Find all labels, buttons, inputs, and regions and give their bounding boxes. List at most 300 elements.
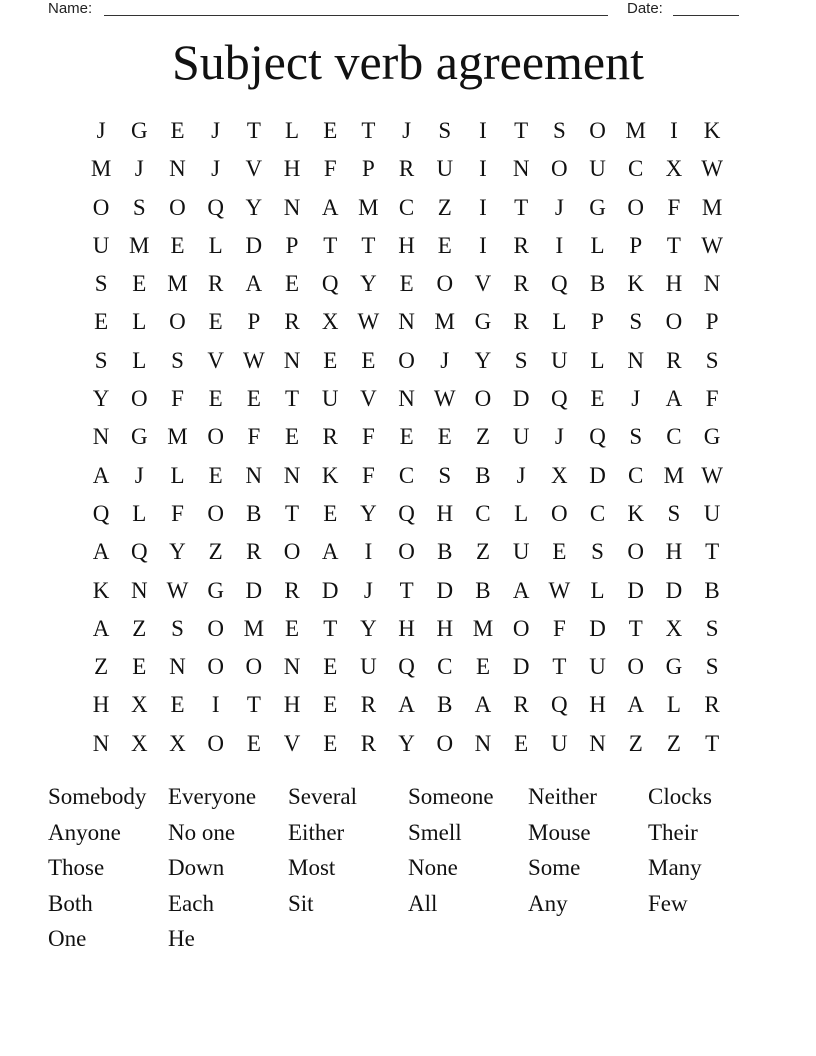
grid-letter[interactable]: G <box>130 424 148 450</box>
grid-letter[interactable]: E <box>399 424 414 450</box>
grid-letter[interactable]: X <box>551 462 568 488</box>
grid-letter[interactable]: L <box>285 118 300 143</box>
grid-letter[interactable]: U <box>589 654 606 680</box>
grid-letter[interactable]: E <box>361 347 376 373</box>
grid-letter[interactable]: N <box>283 654 301 680</box>
grid-letter[interactable]: E <box>94 309 109 335</box>
grid-letter[interactable]: A <box>245 271 263 297</box>
grid-letter[interactable]: D <box>589 615 606 641</box>
grid-letter[interactable]: Q <box>130 539 148 565</box>
grid-letter[interactable]: S <box>552 118 566 143</box>
grid-letter[interactable]: F <box>667 194 681 220</box>
grid-letter[interactable]: L <box>132 309 147 335</box>
grid-letter[interactable]: R <box>246 539 262 565</box>
grid-letter[interactable]: Y <box>474 347 492 373</box>
grid-letter[interactable]: N <box>130 577 148 603</box>
grid-letter[interactable]: U <box>551 730 568 756</box>
grid-letter[interactable]: E <box>590 386 605 412</box>
grid-letter[interactable]: X <box>130 692 148 718</box>
grid-letter[interactable]: W <box>701 156 723 182</box>
grid-letter[interactable]: M <box>167 424 188 450</box>
grid-letter[interactable]: H <box>436 615 454 641</box>
grid-letter[interactable]: H <box>665 539 683 565</box>
grid-letter[interactable]: W <box>166 577 189 603</box>
grid-letter[interactable]: H <box>398 615 415 641</box>
grid-letter[interactable]: O <box>207 424 224 450</box>
grid-letter[interactable]: K <box>321 462 339 488</box>
grid-letter[interactable]: G <box>703 424 721 450</box>
grid-letter[interactable]: H <box>283 692 301 718</box>
grid-letter[interactable]: T <box>285 500 300 526</box>
grid-letter[interactable]: Q <box>207 194 224 220</box>
grid-letter[interactable]: T <box>246 118 261 143</box>
grid-letter[interactable]: T <box>628 615 643 641</box>
grid-letter[interactable]: Q <box>398 654 415 680</box>
grid-row <box>82 150 732 188</box>
grid-letter[interactable]: C <box>437 654 453 680</box>
grid-letter[interactable]: Y <box>360 271 377 297</box>
word-bank-item: Any <box>528 890 568 916</box>
grid-letter[interactable]: F <box>362 424 375 450</box>
grid-letter[interactable]: A <box>512 577 530 603</box>
grid-letter[interactable]: D <box>436 577 454 603</box>
grid-letter[interactable]: O <box>92 194 110 220</box>
grid-letter[interactable]: T <box>705 730 720 756</box>
grid-letter[interactable]: M <box>472 615 494 641</box>
grid-letter[interactable]: Q <box>551 692 568 718</box>
grid-letter[interactable]: J <box>402 118 412 143</box>
grid-letter[interactable]: R <box>284 309 300 335</box>
grid-letter[interactable]: N <box>398 309 415 335</box>
grid-letter[interactable]: E <box>208 309 223 335</box>
grid-letter[interactable]: U <box>589 156 606 182</box>
grid-letter[interactable]: Y <box>360 615 377 641</box>
grid-letter[interactable]: J <box>516 462 526 488</box>
grid-letter[interactable]: D <box>245 577 263 603</box>
grid-letter[interactable]: S <box>171 615 184 641</box>
grid-letter[interactable]: I <box>555 232 564 258</box>
word-bank-item: Either <box>288 819 345 845</box>
grid-letter[interactable]: U <box>436 156 454 182</box>
grid-letter[interactable]: Z <box>208 539 223 565</box>
grid-letter[interactable]: P <box>629 232 643 258</box>
grid-letter[interactable]: N <box>589 730 606 756</box>
grid-letter[interactable]: A <box>92 539 110 565</box>
grid-letter[interactable]: M <box>701 194 723 220</box>
grid-letter[interactable]: H <box>92 692 110 718</box>
grid-letter[interactable]: G <box>589 194 606 220</box>
grid-letter[interactable]: R <box>284 577 300 603</box>
grid-letter[interactable]: N <box>169 156 186 182</box>
grid-letter[interactable]: D <box>627 577 645 603</box>
grid-letter[interactable]: T <box>285 386 300 412</box>
grid-letter[interactable]: P <box>362 156 375 182</box>
grid-letter[interactable]: O <box>551 156 568 182</box>
grid-letter[interactable]: X <box>321 309 339 335</box>
grid-letter[interactable]: N <box>92 424 110 450</box>
grid-letter[interactable]: J <box>96 118 106 143</box>
grid-letter[interactable]: O <box>627 654 645 680</box>
name-input-line[interactable] <box>104 15 608 16</box>
grid-letter[interactable]: B <box>589 271 606 297</box>
grid-letter[interactable]: J <box>554 424 564 450</box>
grid-letter[interactable]: I <box>479 232 487 258</box>
grid-letter[interactable]: Q <box>589 424 606 450</box>
grid-letter[interactable]: R <box>322 424 338 450</box>
grid-letter[interactable]: E <box>285 424 300 450</box>
grid-letter[interactable]: R <box>513 309 529 335</box>
grid-letter[interactable]: T <box>323 232 338 258</box>
grid-letter[interactable]: A <box>321 194 339 220</box>
grid-letter[interactable]: W <box>701 232 723 258</box>
grid-letter[interactable]: H <box>436 500 454 526</box>
grid-letter[interactable]: F <box>171 386 184 412</box>
grid-letter[interactable]: E <box>170 118 185 143</box>
grid-letter[interactable]: O <box>512 615 530 641</box>
grid-letter[interactable]: S <box>438 462 452 488</box>
grid-letter[interactable]: P <box>247 309 261 335</box>
grid-letter[interactable]: T <box>514 118 529 143</box>
grid-letter[interactable]: Y <box>169 539 186 565</box>
grid-letter[interactable]: X <box>665 156 683 182</box>
grid-letter[interactable]: G <box>130 118 148 143</box>
grid-letter[interactable]: E <box>132 654 147 680</box>
grid-letter[interactable]: G <box>665 654 683 680</box>
grid-letter[interactable]: K <box>703 118 721 143</box>
grid-letter[interactable]: O <box>589 118 606 143</box>
grid-letter[interactable]: C <box>628 156 644 182</box>
grid-letter[interactable]: Y <box>245 194 263 220</box>
grid-letter[interactable]: H <box>283 156 301 182</box>
grid-letter[interactable]: W <box>242 347 265 373</box>
grid-letter[interactable]: K <box>92 577 110 603</box>
grid-letter[interactable]: E <box>323 730 338 756</box>
grid-letter[interactable]: N <box>703 271 721 297</box>
grid-letter[interactable]: F <box>247 424 261 450</box>
grid-letter[interactable]: C <box>589 500 606 526</box>
grid-letter[interactable]: Q <box>551 386 568 412</box>
grid-letter[interactable]: T <box>323 615 338 641</box>
grid-letter[interactable]: O <box>627 194 645 220</box>
word-bank-item: All <box>408 890 438 916</box>
grid-letter[interactable]: T <box>399 577 414 603</box>
grid-letter[interactable]: A <box>398 692 415 718</box>
grid-letter[interactable]: E <box>552 539 567 565</box>
grid-letter[interactable]: N <box>92 730 110 756</box>
grid-letter[interactable]: T <box>246 692 261 718</box>
grid-letter[interactable]: B <box>437 539 453 565</box>
grid-letter[interactable]: B <box>704 577 720 603</box>
grid-letter[interactable]: E <box>437 424 452 450</box>
grid-letter[interactable]: V <box>207 347 224 373</box>
grid-letter[interactable]: E <box>246 386 261 412</box>
grid-letter[interactable]: L <box>132 347 147 373</box>
grid-letter[interactable]: Z <box>94 654 109 680</box>
grid-letter[interactable]: R <box>360 692 377 718</box>
grid-letter[interactable]: V <box>360 386 377 412</box>
grid-letter[interactable]: J <box>211 156 221 182</box>
grid-row <box>82 303 732 341</box>
grid-letter[interactable]: E <box>170 232 185 258</box>
grid-letter[interactable]: Q <box>321 271 339 297</box>
grid-letter[interactable]: Z <box>132 615 147 641</box>
grid-letter[interactable]: Z <box>437 194 452 220</box>
grid-letter[interactable]: L <box>590 577 605 603</box>
grid-letter[interactable]: T <box>514 194 529 220</box>
grid-letter[interactable]: R <box>513 232 529 258</box>
grid-letter[interactable]: J <box>134 462 144 488</box>
grid-letter[interactable]: D <box>512 386 530 412</box>
grid-letter[interactable]: S <box>591 539 604 565</box>
grid-letter[interactable]: O <box>207 615 224 641</box>
grid-letter[interactable]: I <box>479 156 487 182</box>
grid-letter[interactable]: A <box>92 615 110 641</box>
grid-letter[interactable]: N <box>474 730 492 756</box>
grid-letter[interactable]: S <box>94 271 108 297</box>
grid-letter[interactable]: J <box>363 577 373 603</box>
grid-letter[interactable]: E <box>170 692 185 718</box>
grid-letter[interactable]: I <box>211 692 220 718</box>
grid-letter[interactable]: F <box>362 462 375 488</box>
grid-letter[interactable]: X <box>130 730 148 756</box>
grid-letter[interactable]: C <box>666 424 682 450</box>
grid-letter[interactable]: U <box>360 654 377 680</box>
grid-letter[interactable]: A <box>92 462 110 488</box>
grid-letter[interactable]: R <box>513 271 529 297</box>
grid-letter[interactable]: J <box>631 386 641 412</box>
grid-letter[interactable]: I <box>670 118 678 143</box>
word-bank-item: Mouse <box>528 819 591 845</box>
grid-letter[interactable]: Y <box>360 500 377 526</box>
grid-letter[interactable]: E <box>132 271 147 297</box>
grid-letter[interactable]: P <box>705 309 719 335</box>
grid-letter[interactable]: E <box>437 232 452 258</box>
grid-letter[interactable]: O <box>283 539 301 565</box>
grid-letter[interactable]: Y <box>92 386 110 412</box>
grid-letter[interactable]: I <box>479 194 487 220</box>
grid-letter[interactable]: U <box>92 232 110 258</box>
grid-letter[interactable]: L <box>590 347 605 373</box>
grid-letter[interactable]: E <box>323 118 338 143</box>
grid-letter[interactable]: J <box>134 156 144 182</box>
grid-letter[interactable]: M <box>434 309 455 335</box>
grid-letter[interactable]: H <box>398 232 415 258</box>
grid-letter[interactable]: T <box>666 232 681 258</box>
grid-letter[interactable]: E <box>285 271 300 297</box>
grid-letter[interactable]: E <box>323 500 338 526</box>
grid-letter[interactable]: X <box>169 730 186 756</box>
grid-letter[interactable]: O <box>207 730 224 756</box>
grid-letter[interactable]: A <box>321 539 339 565</box>
grid-letter[interactable]: X <box>665 615 683 641</box>
grid-letter[interactable]: W <box>548 577 571 603</box>
grid-letter[interactable]: S <box>171 347 184 373</box>
grid-letter[interactable]: L <box>552 309 567 335</box>
grid-letter[interactable]: Q <box>92 500 110 526</box>
grid-letter[interactable]: M <box>167 271 188 297</box>
grid-letter[interactable]: O <box>436 730 454 756</box>
grid-letter[interactable]: I <box>364 539 373 565</box>
grid-letter[interactable]: R <box>513 692 529 718</box>
grid-letter[interactable]: O <box>130 386 148 412</box>
grid-letter[interactable]: L <box>170 462 185 488</box>
grid-letter[interactable]: S <box>629 309 643 335</box>
grid-letter[interactable]: Z <box>475 539 490 565</box>
grid-letter[interactable]: T <box>361 232 376 258</box>
grid-letter[interactable]: S <box>438 118 452 143</box>
grid-letter[interactable]: T <box>552 654 567 680</box>
grid-letter[interactable]: R <box>360 730 377 756</box>
grid-letter[interactable]: T <box>361 118 376 143</box>
grid-letter[interactable]: D <box>589 462 606 488</box>
grid-letter[interactable]: N <box>398 386 415 412</box>
grid-letter[interactable]: S <box>514 347 528 373</box>
grid-row <box>82 418 732 456</box>
grid-letter[interactable]: D <box>245 232 263 258</box>
grid-letter[interactable]: E <box>514 730 529 756</box>
grid-letter[interactable]: Q <box>551 271 568 297</box>
grid-letter[interactable]: C <box>398 462 415 488</box>
grid-letter[interactable]: F <box>552 615 566 641</box>
grid-letter[interactable]: V <box>474 271 492 297</box>
grid-letter[interactable]: S <box>705 347 719 373</box>
grid-letter[interactable]: C <box>398 194 415 220</box>
grid-letter[interactable]: U <box>512 539 530 565</box>
grid-letter[interactable]: O <box>169 194 186 220</box>
grid-letter[interactable]: H <box>665 271 683 297</box>
grid-letter[interactable]: L <box>132 500 147 526</box>
grid-letter[interactable]: B <box>475 577 491 603</box>
grid-letter[interactable]: J <box>554 194 564 220</box>
grid-letter[interactable]: N <box>627 347 645 373</box>
grid-letter[interactable]: F <box>323 156 337 182</box>
grid-letter[interactable]: R <box>207 271 224 297</box>
grid-letter[interactable]: O <box>627 539 645 565</box>
grid-letter[interactable]: E <box>475 654 490 680</box>
grid-letter[interactable]: Z <box>628 730 643 756</box>
grid-letter[interactable]: O <box>169 309 186 335</box>
grid-letter[interactable]: K <box>627 500 645 526</box>
grid-letter[interactable]: E <box>323 692 338 718</box>
grid-letter[interactable]: O <box>436 271 454 297</box>
grid-letter[interactable]: D <box>512 654 530 680</box>
grid-letter[interactable]: S <box>705 654 719 680</box>
grid-letter[interactable]: T <box>705 539 720 565</box>
grid-letter[interactable]: M <box>663 462 685 488</box>
grid-letter[interactable]: B <box>437 692 453 718</box>
grid-letter[interactable]: V <box>283 730 301 756</box>
grid-letter[interactable]: L <box>590 232 605 258</box>
grid-letter[interactable]: E <box>399 271 414 297</box>
grid-letter[interactable]: E <box>285 615 300 641</box>
grid-letter[interactable]: B <box>246 500 262 526</box>
grid-letter[interactable]: P <box>285 232 299 258</box>
grid-letter[interactable]: S <box>705 615 719 641</box>
grid-letter[interactable]: M <box>358 194 379 220</box>
grid-letter[interactable]: P <box>591 309 604 335</box>
grid-letter[interactable]: L <box>666 692 681 718</box>
grid-letter[interactable]: E <box>323 347 338 373</box>
grid-letter[interactable]: O <box>551 500 568 526</box>
grid-letter[interactable]: F <box>705 386 719 412</box>
word-bank-item: Everyone <box>168 784 257 809</box>
grid-letter[interactable]: N <box>283 462 301 488</box>
grid-letter[interactable]: N <box>245 462 263 488</box>
grid-letter[interactable]: S <box>667 500 681 526</box>
grid-letter[interactable]: E <box>323 654 338 680</box>
grid-letter[interactable]: K <box>627 271 645 297</box>
grid-letter[interactable]: N <box>169 654 186 680</box>
grid-letter[interactable]: R <box>666 347 682 373</box>
grid-letter[interactable]: E <box>208 462 223 488</box>
grid-letter[interactable]: W <box>701 462 723 488</box>
grid-letter[interactable]: U <box>703 500 721 526</box>
grid-letter[interactable]: H <box>589 692 606 718</box>
grid-letter[interactable]: M <box>90 156 112 182</box>
grid-letter[interactable]: O <box>398 539 415 565</box>
grid-letter[interactable]: W <box>357 309 380 335</box>
grid-letter[interactable]: A <box>474 692 492 718</box>
grid-letter[interactable]: E <box>208 386 223 412</box>
grid-letter[interactable]: O <box>245 654 263 680</box>
grid-letter[interactable]: J <box>440 347 450 373</box>
grid-letter[interactable]: U <box>512 424 530 450</box>
grid-letter[interactable]: D <box>665 577 683 603</box>
grid-letter[interactable]: Y <box>398 730 415 756</box>
grid-letter[interactable]: S <box>94 347 108 373</box>
grid-letter[interactable]: Z <box>475 424 490 450</box>
grid-letter[interactable]: C <box>475 500 491 526</box>
grid-letter[interactable]: M <box>243 615 265 641</box>
grid-letter[interactable]: S <box>132 194 146 220</box>
date-input-line[interactable] <box>673 15 739 16</box>
grid-letter[interactable]: G <box>474 309 492 335</box>
grid-letter[interactable]: R <box>398 156 415 182</box>
grid-letter[interactable]: Q <box>398 500 415 526</box>
grid-letter[interactable]: U <box>551 347 568 373</box>
grid-letter[interactable]: S <box>629 424 643 450</box>
grid-letter[interactable]: V <box>245 156 263 182</box>
grid-letter[interactable]: B <box>475 462 491 488</box>
grid-letter[interactable]: M <box>625 118 646 143</box>
grid-letter[interactable]: W <box>433 386 456 412</box>
grid-letter[interactable]: D <box>321 577 339 603</box>
grid-letter[interactable]: L <box>514 500 529 526</box>
grid-letter[interactable]: F <box>171 500 184 526</box>
grid-letter[interactable]: E <box>246 730 261 756</box>
grid-letter[interactable]: A <box>665 386 683 412</box>
grid-letter[interactable]: N <box>283 194 301 220</box>
grid-letter[interactable]: M <box>129 232 150 258</box>
grid-letter[interactable]: O <box>207 500 224 526</box>
grid-letter[interactable]: Z <box>666 730 681 756</box>
grid-letter[interactable]: G <box>207 577 224 603</box>
grid-letter[interactable]: I <box>479 118 487 143</box>
grid-letter[interactable]: O <box>207 654 224 680</box>
grid-letter[interactable]: L <box>208 232 223 258</box>
grid-letter[interactable]: N <box>512 156 530 182</box>
grid-letter[interactable]: J <box>211 118 221 143</box>
grid-letter[interactable]: A <box>627 692 645 718</box>
grid-letter[interactable]: R <box>704 692 720 718</box>
grid-letter[interactable]: U <box>321 386 339 412</box>
grid-row <box>82 648 732 686</box>
grid-letter[interactable]: O <box>665 309 683 335</box>
grid-letter[interactable]: C <box>628 462 644 488</box>
grid-letter[interactable]: N <box>283 347 301 373</box>
grid-letter[interactable]: O <box>474 386 492 412</box>
grid-letter[interactable]: O <box>398 347 415 373</box>
